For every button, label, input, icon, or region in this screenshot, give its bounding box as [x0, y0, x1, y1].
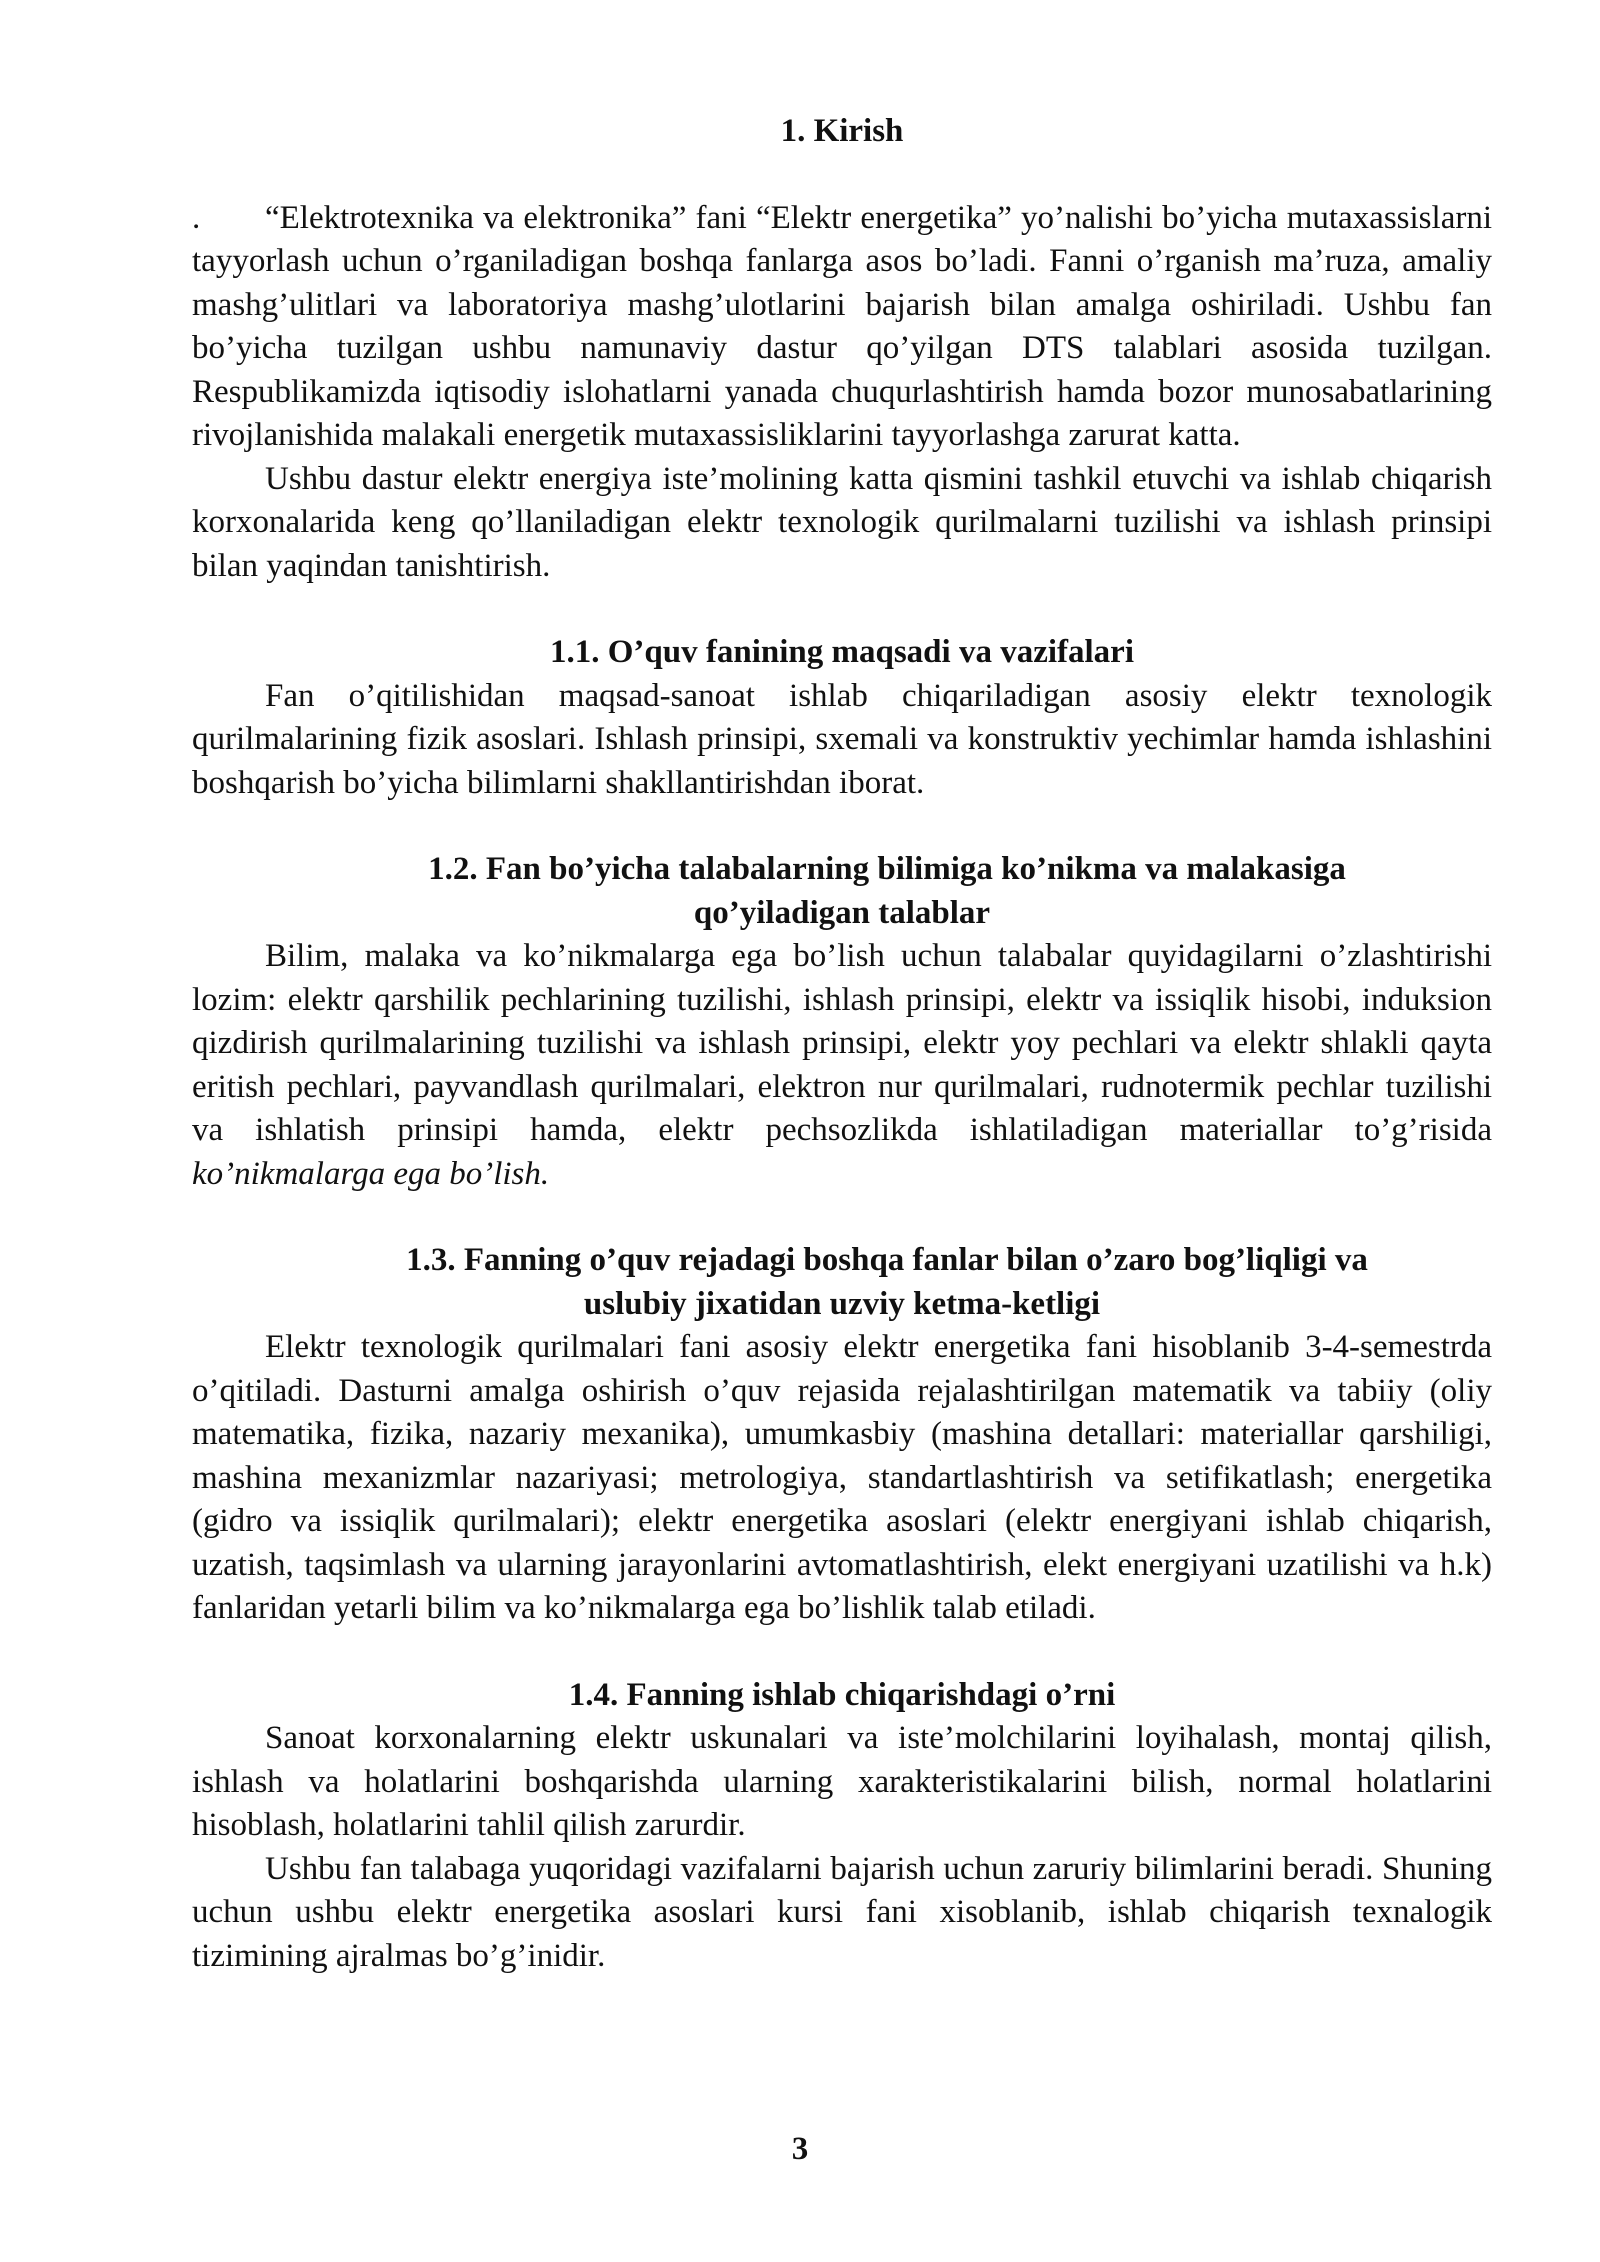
intro-paragraph-1-text: “Elektrotexnika va elektronika” fani “Elektr energetika” yo’nalishi bo’yicha mutaxassislarni tayyorlash uchun o’rganiladigan boshqa fanlarga asos bo’ladi. Fanni o’rganish ma’ruza, amaliy mashg’ulitlari va laboratoriya mashg’ulotlarini bajarish bilan amalga oshiriladi. Ushbu fan bo’yicha tuzilgan ushbu namunaviy dastur qo’yilgan DTS talablari asosida tuzilgan. Respublikamizda iqtisodiy islohatlarni yanada chuqurlashtirish hamda bozor munosabatlarining rivojlanishida malakali energetik mutaxassisliklarini tayyorlashga zarurat katta.	[192, 199, 1492, 453]
section-1-1-paragraph: Fan o’qitilishidan maqsad-sanoat ishlab chiqariladigan asosiy elektr texnologik qurilmalarining fizik asoslari. Ishlash prinsipi, sxemali va konstruktiv yechimlar hamda ishlashini boshqarish bo’yicha bilimlarni shakllantirishdan iborat.	[192, 677, 1492, 801]
section-1-4-paragraph-1: Sanoat korxonalarning elektr uskunalari va iste’molchilarini loyihalash, montaj qilish, ishlash va holatlarini boshqarishda ularning xarakteristikalarini bilish, normal holatlarini hisoblash, holatlarini tahlil qilish zarurdir.	[192, 1720, 1492, 1843]
intro-paragraph-2: Ushbu dastur elektr energiya iste’molining katta qismini tashkil etuvchi va ishlab chiqarish korxonalarida keng qo’llaniladigan elektr texnologik qurilmalarni tuzilishi va ishlash prinsipi bilan yaqindan tanishtirish.	[192, 460, 1492, 584]
section-1-2-paragraph-text: Bilim, malaka va ko’nikmalarga ega bo’lish uchun talabalar quyidagilarni o’zlashtirishi lozim: elektr qarshilik pechlarining tuzilishi, ishlash prinsipi, elektr va issiqlik hisobi, induksion qizdirish qurilmalarining tuzilishi va ishlash prinsipi, elektr yoy pechlari va elektr shlakli qayta eritish pechlari, payvandlash qurilmalari, elektron nur qurilmalari, rudnotermik pechlar tuzilishi va ishlatish prinsipi hamda, elektr pechsozlikda ishlatiladigan materiallar to’g’risida	[192, 938, 1492, 1148]
page-number: 3	[791, 2131, 809, 2167]
section-1-2-title-line-1: 1.2. Fan bo’yicha talabalarning bilimiga ko’nikma va malakasiga	[428, 851, 1346, 887]
document-page	[192, 110, 1492, 1978]
section-1-3-title-line-2: uslubiy jixatidan uzviy ketma-ketligi	[583, 1285, 1101, 1322]
section-1-2-paragraph	[192, 935, 1492, 1196]
section-1-2-paragraph-italic: ko’nikmalarga ega bo’lish.	[192, 1155, 550, 1192]
chapter-heading: 1. Kirish	[780, 113, 904, 149]
intro-lead-dot: .	[192, 199, 201, 236]
section-1-4-title: 1.4. Fanning ishlab chiqarishdagi o’rni	[568, 1676, 1116, 1713]
section-1-3-title-line-1: 1.3. Fanning o’quv rejadagi boshqa fanlar bilan o’zaro bog’liqligi va	[406, 1242, 1368, 1278]
section-1-1-title: 1.1. O’quv fanining maqsadi va vazifalari	[550, 634, 1134, 670]
section-1-2-title-line-2: qo’yiladigan talablar	[693, 894, 991, 931]
intro-paragraph-1	[192, 197, 1492, 458]
section-1-3-paragraph: Elektr texnologik qurilmalari fani asosiy elektr energetika fani hisoblanib 3-4-semestrda o’qitiladi. Dasturni amalga oshirish o’quv rejasida rejalashtirilgan matematik va tabiiy (oliy matematika, fizika, nazariy mexanika), umumkasbiy (mashina detallari: materiallar qarshiligi, mashina mexanizmlar nazariyasi; metrologiya, standartlashtirish va setifikatlash; energetika (gidro va issiqlik qurilmalari); elektr energetika asoslari (elektr energiyani ishlab chiqarish, uzatish, taqsimlash va ularning jarayonlarini avtomatlashtirish, elekt energiyani uzatilishi va h.k) fanlaridan yetarli bilim va ko’nikmalarga ega bo’lishlik talab etiladi.	[192, 1329, 1492, 1626]
section-1-4-paragraph-2: Ushbu fan talabaga yuqoridagi vazifalarni bajarish uchun zaruriy bilimlarini beradi. Shuning uchun ushbu elektr energetika asoslari kursi fani xisoblanib, ishlab chiqarish texnalogik tizimining ajralmas bo’g’inidir.	[192, 1850, 1492, 1974]
